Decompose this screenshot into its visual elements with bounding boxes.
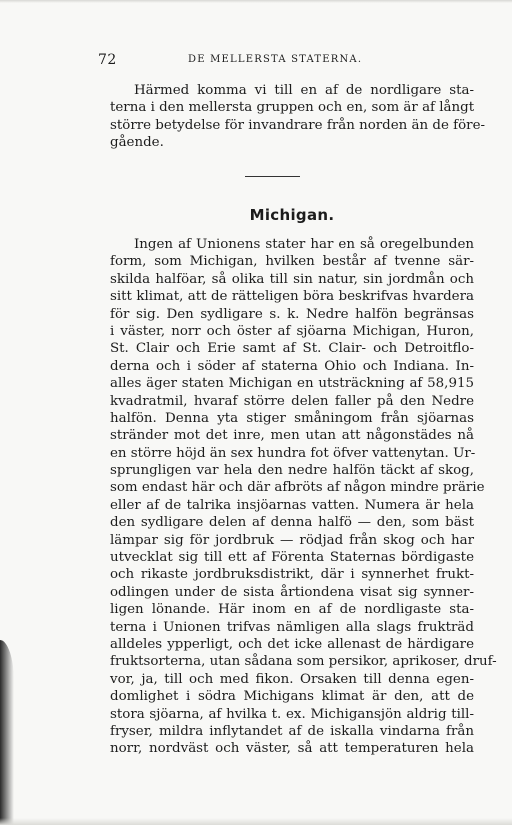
binding-shadow — [0, 640, 14, 825]
intro-paragraph — [110, 82, 486, 152]
page-top-edge — [0, 0, 512, 3]
text-line: lämpar sig för jordbruk — rödjad från skog och har — [110, 532, 474, 548]
text-line: fryser, mildra inflytandet af de iskalla vindarna från — [110, 723, 474, 739]
text-line: ligen lönande. Här inom en af de nordligaste sta- — [110, 602, 474, 618]
text-line: för sig. Den sydligare s. k. Nedre halfön begränsas — [110, 306, 474, 322]
text-line: alles äger staten Michigan en utsträckning af 58,915 — [110, 376, 474, 392]
text-line: fruktsorterna, utan sådana som persikor, aprikoser, druf- — [110, 654, 497, 670]
text-line: kvadratmil, hvaraf större delen faller på den Nedre — [110, 393, 474, 409]
page-number: 72 — [98, 52, 117, 68]
section-separator — [245, 176, 300, 177]
text-line: sprungligen var hela den nedre halfön täckt af skog, — [110, 463, 474, 479]
text-line: den sydligare delen af denna halfö — den, som bäst — [110, 515, 474, 531]
section-heading: Michigan. — [249, 206, 335, 224]
text-line: sitt klimat, att de rätteligen böra beskrifvas hvardera — [110, 289, 474, 305]
running-head: DE MELLERSTA STATERNA. — [188, 54, 363, 65]
text-line: terna i den mellersta gruppen och en, som är af långt — [110, 100, 475, 116]
text-line: Härmed komma vi till en af de nordligare sta- — [134, 83, 474, 98]
text-line: en större höjd än sex hundra fot öfver vattenytan. Ur- — [110, 445, 476, 461]
text-line: domlighet i södra Michigans klimat är den, att de — [110, 689, 474, 705]
text-line: gående. — [110, 135, 164, 151]
text-line: skilda halföar, så olika till sin natur, sin jordmån och — [110, 271, 474, 287]
text-line: som endast här och där afbröts af någon mindre prärie — [110, 480, 485, 496]
text-line: stränder mot det inre, men utan att någonstädes nå — [110, 428, 474, 444]
text-line: norr, nordväst och väster, så att temperaturen hela — [110, 741, 474, 757]
text-line: utvecklat sig till ett af Förenta Staternas bördigaste — [110, 550, 474, 566]
text-line: terna i Unionen trifvas nämligen alla slags frukträd — [110, 619, 474, 635]
body-paragraph — [110, 236, 497, 758]
text-line: derna och i söder af staterna Ohio och Indiana. In- — [110, 358, 474, 374]
text-line: i väster, norr och öster af sjöarna Michigan, Huron, — [110, 323, 474, 339]
text-line: halfön. Denna yta stiger småningom från sjöarnas — [110, 410, 474, 426]
text-line: Ingen af Unionens stater har en så oregelbunden — [134, 237, 474, 252]
text-line: St. Clair och Erie samt af St. Clair- och Detroitflo- — [110, 341, 474, 357]
text-line: och rikaste jordbruksdistrikt, där i synnerhet frukt- — [110, 567, 474, 583]
page-bottom-edge — [0, 818, 512, 825]
text-line: stora sjöarna, af hvilka t. ex. Michigansjön aldrig till- — [110, 706, 474, 722]
text-line: eller af de talrika insjöarnas vatten. Numera är hela — [110, 497, 474, 513]
text-line: odlingen under de sista årtiondena visat sig synner- — [110, 584, 474, 600]
text-line: form, som Michigan, hvilken består af tvenne sär- — [110, 254, 474, 270]
text-line: alldeles ypperligt, och det icke allenast de härdigare — [110, 636, 474, 652]
text-line: vor, ja, till och med fikon. Orsaken till denna egen- — [110, 671, 474, 687]
text-line: större betydelse för invandrare från norden än de före- — [110, 117, 486, 133]
